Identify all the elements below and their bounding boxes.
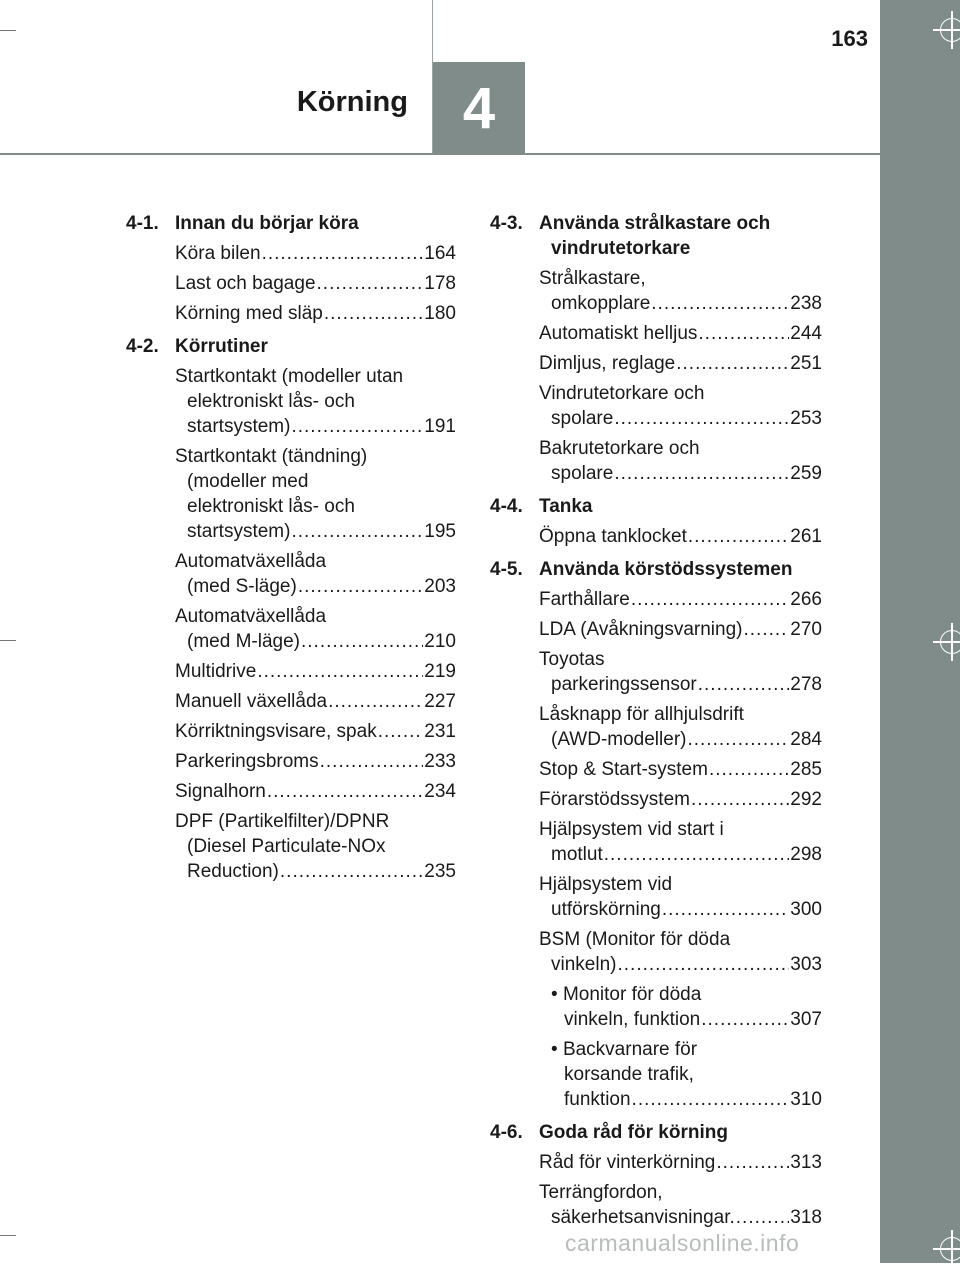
entry-text: motlut bbox=[551, 844, 603, 865]
dot-leader bbox=[632, 1087, 790, 1112]
entry-list bbox=[539, 266, 822, 486]
crop-mark bbox=[0, 640, 16, 641]
entry-text: vinkeln) bbox=[551, 954, 617, 975]
entry-page: 310 bbox=[790, 1089, 822, 1110]
entry-line bbox=[175, 241, 456, 266]
entry-page: 180 bbox=[424, 303, 456, 324]
dot-leader bbox=[701, 1007, 789, 1032]
section-title-line: Tanka bbox=[539, 496, 593, 517]
entry-line bbox=[551, 1037, 822, 1062]
toc-entry[interactable] bbox=[175, 809, 456, 884]
entry-line bbox=[539, 647, 822, 672]
bullet-icon: • bbox=[551, 984, 563, 1005]
entry-line bbox=[539, 1205, 822, 1230]
entry-text: Körriktningsvisare, spak bbox=[175, 721, 377, 742]
toc-section bbox=[490, 1120, 822, 1230]
section-heading bbox=[490, 557, 822, 582]
entry-line bbox=[175, 749, 456, 774]
entry-text: säkerhetsanvisningar. bbox=[551, 1207, 735, 1228]
toc-entry[interactable] bbox=[539, 817, 822, 867]
registration-mark-icon bbox=[940, 18, 960, 42]
entry-text: Köra bilen bbox=[175, 243, 261, 264]
entry-text: Automatiskt helljus bbox=[539, 323, 698, 344]
entry-text: Multidrive bbox=[175, 661, 257, 682]
section-title-line: Goda råd för körning bbox=[539, 1122, 728, 1143]
entry-text: spolare bbox=[551, 408, 614, 429]
entry-line bbox=[175, 549, 456, 574]
entry-line bbox=[539, 381, 822, 406]
entry-text: Vindrutetorkare och bbox=[539, 383, 705, 404]
entry-page: 285 bbox=[790, 759, 822, 780]
toc-entry[interactable] bbox=[539, 266, 822, 316]
toc-entry[interactable] bbox=[175, 689, 456, 714]
entry-line bbox=[539, 461, 822, 486]
section-title bbox=[539, 494, 822, 519]
dot-leader bbox=[687, 727, 789, 752]
entry-page: 234 bbox=[424, 781, 456, 802]
toc-entry[interactable] bbox=[539, 587, 822, 612]
dot-leader bbox=[662, 897, 789, 922]
entry-line bbox=[539, 897, 822, 922]
entry-line bbox=[175, 629, 456, 654]
entry-list bbox=[539, 1150, 822, 1230]
entry-line bbox=[175, 414, 456, 439]
dot-leader bbox=[614, 406, 789, 431]
dot-leader bbox=[280, 859, 423, 884]
dot-leader bbox=[378, 719, 424, 744]
entry-text: Signalhorn bbox=[175, 781, 266, 802]
entry-list bbox=[539, 587, 822, 1112]
toc-left-column bbox=[126, 211, 456, 892]
entry-page: 278 bbox=[790, 674, 822, 695]
entry-text: Parkeringsbroms bbox=[175, 751, 319, 772]
entry-text: Last och bagage bbox=[175, 273, 316, 294]
entry-text: Hjälpsystem vid bbox=[539, 874, 673, 895]
dot-leader bbox=[743, 617, 789, 642]
section-heading bbox=[490, 494, 822, 519]
entry-line bbox=[175, 659, 456, 684]
toc-entry[interactable] bbox=[539, 757, 822, 782]
entry-line bbox=[175, 834, 456, 859]
toc-entry[interactable] bbox=[175, 549, 456, 599]
entry-text: Monitor för döda bbox=[562, 984, 702, 1005]
section-title-line: Körrutiner bbox=[175, 336, 268, 357]
entry-text: Terrängfordon, bbox=[539, 1182, 663, 1203]
entry-text: Reduction) bbox=[187, 861, 279, 882]
entry-line bbox=[539, 952, 822, 977]
entry-text: (modeller med bbox=[187, 471, 309, 492]
toc-entry[interactable] bbox=[539, 381, 822, 431]
toc-right-column bbox=[490, 211, 822, 1238]
toc-section bbox=[490, 211, 822, 486]
entry-text: Hjälpsystem vid start i bbox=[539, 819, 724, 840]
dot-leader bbox=[320, 749, 424, 774]
entry-text: Startkontakt (modeller utan bbox=[175, 366, 404, 387]
entry-line bbox=[175, 719, 456, 744]
section-title-line: Innan du börjar köra bbox=[175, 213, 359, 234]
toc-entry[interactable] bbox=[175, 301, 456, 326]
entry-list bbox=[539, 524, 822, 549]
dot-leader bbox=[324, 301, 423, 326]
dot-leader bbox=[604, 842, 790, 867]
entry-page: 178 bbox=[424, 273, 456, 294]
dot-leader bbox=[267, 779, 423, 804]
entry-line bbox=[539, 787, 822, 812]
dot-leader bbox=[698, 672, 790, 697]
entry-page: 203 bbox=[424, 576, 456, 597]
entry-line bbox=[175, 859, 456, 884]
section-heading bbox=[490, 211, 822, 261]
entry-line bbox=[539, 1180, 822, 1205]
entry-page: 219 bbox=[424, 661, 456, 682]
entry-line bbox=[539, 817, 822, 842]
toc-entry[interactable] bbox=[175, 604, 456, 654]
entry-line bbox=[175, 689, 456, 714]
toc-entry[interactable] bbox=[539, 321, 822, 346]
entry-line bbox=[539, 927, 822, 952]
entry-line bbox=[539, 351, 822, 376]
entry-line bbox=[539, 702, 822, 727]
entry-line bbox=[175, 809, 456, 834]
entry-page: 251 bbox=[790, 353, 822, 374]
dot-leader bbox=[291, 519, 423, 544]
entry-text: omkopplare bbox=[551, 293, 651, 314]
section-title bbox=[539, 1120, 822, 1145]
section-title bbox=[175, 211, 456, 236]
entry-page: 261 bbox=[790, 526, 822, 547]
entry-line bbox=[175, 574, 456, 599]
toc-entry[interactable] bbox=[539, 927, 822, 977]
toc-entry[interactable] bbox=[539, 1180, 822, 1230]
toc-entry[interactable] bbox=[539, 702, 822, 752]
dot-leader bbox=[262, 241, 424, 266]
entry-text: elektroniskt lås- och bbox=[187, 496, 355, 517]
entry-text: Startkontakt (tändning) bbox=[175, 446, 368, 467]
entry-text: LDA (Avåkningsvarning) bbox=[539, 619, 743, 640]
entry-text: Strålkastare, bbox=[539, 268, 646, 289]
entry-line bbox=[175, 444, 456, 469]
watermark: carmanualsonline.info bbox=[565, 1230, 800, 1256]
entry-text: Bakrutetorkare och bbox=[539, 438, 700, 459]
entry-page: 284 bbox=[790, 729, 822, 750]
entry-page: 238 bbox=[790, 293, 822, 314]
dot-leader bbox=[688, 524, 789, 549]
entry-line bbox=[551, 1062, 822, 1087]
entry-text: spolare bbox=[551, 463, 614, 484]
entry-page: 307 bbox=[790, 1009, 822, 1030]
entry-line bbox=[539, 291, 822, 316]
entry-page: 164 bbox=[424, 243, 456, 264]
dot-leader bbox=[698, 321, 789, 346]
toc-section bbox=[490, 494, 822, 549]
entry-text: Manuell växellåda bbox=[175, 691, 328, 712]
chapter-number: 4 bbox=[462, 75, 496, 141]
entry-page: 191 bbox=[424, 416, 456, 437]
entry-page: 244 bbox=[790, 323, 822, 344]
section-heading bbox=[126, 211, 456, 236]
entry-text: Öppna tanklocket bbox=[539, 526, 687, 547]
dot-leader bbox=[631, 587, 789, 612]
entry-page: 235 bbox=[424, 861, 456, 882]
toc-entry[interactable] bbox=[175, 271, 456, 296]
entry-text: Automatväxellåda bbox=[175, 606, 327, 627]
toc-entry[interactable] bbox=[175, 659, 456, 684]
section-title-line: Använda körstödssystemen bbox=[539, 559, 793, 580]
section-title-line: vindrutetorkare bbox=[551, 238, 691, 259]
section-number: 4-4. bbox=[490, 496, 523, 517]
section-number: 4-1. bbox=[126, 213, 159, 234]
entry-line bbox=[539, 266, 822, 291]
toc-entry[interactable] bbox=[175, 444, 456, 544]
entry-text: startsystem) bbox=[187, 521, 291, 542]
entry-page: 195 bbox=[424, 521, 456, 542]
entry-line bbox=[175, 364, 456, 389]
dot-leader bbox=[617, 952, 789, 977]
entry-line bbox=[539, 672, 822, 697]
entry-page: 253 bbox=[790, 408, 822, 429]
entry-text: Förarstödssystem bbox=[539, 789, 690, 810]
dot-leader bbox=[614, 461, 789, 486]
toc-entry[interactable] bbox=[539, 351, 822, 376]
toc-section bbox=[126, 211, 456, 326]
section-title bbox=[175, 334, 456, 359]
toc-entry[interactable] bbox=[175, 241, 456, 266]
chapter-title: Körning bbox=[296, 86, 408, 118]
entry-page: 292 bbox=[790, 789, 822, 810]
entry-page: 259 bbox=[790, 463, 822, 484]
entry-line bbox=[539, 1150, 822, 1175]
entry-page: 266 bbox=[790, 589, 822, 610]
entry-page: 227 bbox=[424, 691, 456, 712]
entry-line bbox=[551, 1007, 822, 1032]
entry-text: utförskörning bbox=[551, 899, 661, 920]
section-number: 4-2. bbox=[126, 336, 159, 357]
chapter-number-box bbox=[433, 62, 525, 154]
dot-leader bbox=[709, 757, 789, 782]
entry-text: Råd för vinterkörning bbox=[539, 1152, 716, 1173]
toc-entry[interactable] bbox=[539, 647, 822, 697]
entry-text: (Diesel Particulate-NOx bbox=[187, 836, 386, 857]
entry-text: (med S-läge) bbox=[187, 576, 297, 597]
entry-text: (med M-läge) bbox=[187, 631, 300, 652]
toc-section bbox=[490, 557, 822, 1112]
entry-page: 313 bbox=[790, 1152, 822, 1173]
entry-page: 270 bbox=[790, 619, 822, 640]
entry-page: 300 bbox=[790, 899, 822, 920]
toc-entry[interactable] bbox=[175, 779, 456, 804]
entry-line bbox=[539, 617, 822, 642]
section-heading bbox=[490, 1120, 822, 1145]
dot-leader bbox=[298, 574, 423, 599]
section-title bbox=[539, 557, 822, 582]
entry-line bbox=[539, 524, 822, 549]
dot-leader bbox=[317, 271, 424, 296]
entry-text: elektroniskt lås- och bbox=[187, 391, 355, 412]
entry-list bbox=[175, 241, 456, 326]
entry-text: startsystem) bbox=[187, 416, 291, 437]
entry-text: Stop & Start-system bbox=[539, 759, 708, 780]
toc-entry[interactable] bbox=[539, 787, 822, 812]
entry-page: 233 bbox=[424, 751, 456, 772]
entry-text: funktion bbox=[564, 1089, 631, 1110]
dot-leader bbox=[257, 659, 423, 684]
entry-line bbox=[539, 321, 822, 346]
entry-text: BSM (Monitor för döda bbox=[539, 929, 731, 950]
toc-entry[interactable] bbox=[539, 1037, 822, 1112]
entry-line bbox=[175, 389, 456, 414]
entry-line bbox=[175, 469, 456, 494]
entry-line bbox=[539, 757, 822, 782]
entry-line bbox=[539, 727, 822, 752]
entry-text: vinkeln, funktion bbox=[564, 1009, 701, 1030]
dot-leader bbox=[691, 787, 789, 812]
section-number: 4-6. bbox=[490, 1122, 523, 1143]
entry-line bbox=[175, 494, 456, 519]
entry-page: 303 bbox=[790, 954, 822, 975]
entry-text: parkeringssensor bbox=[551, 674, 697, 695]
dot-leader bbox=[736, 1205, 790, 1230]
entry-text: Körning med släp bbox=[175, 303, 323, 324]
entry-page: 210 bbox=[424, 631, 456, 652]
toc-entry[interactable] bbox=[539, 982, 822, 1032]
entry-line bbox=[539, 436, 822, 461]
entry-list bbox=[175, 364, 456, 884]
toc-entry[interactable] bbox=[539, 872, 822, 922]
toc-entry[interactable] bbox=[539, 1150, 822, 1175]
dot-leader bbox=[301, 629, 423, 654]
toc-entry[interactable] bbox=[175, 364, 456, 439]
dot-leader bbox=[328, 689, 423, 714]
registration-mark-icon bbox=[940, 630, 960, 654]
entry-line bbox=[175, 271, 456, 296]
entry-line bbox=[539, 587, 822, 612]
entry-line bbox=[175, 604, 456, 629]
entry-text: Dimljus, reglage bbox=[539, 353, 676, 374]
dot-leader bbox=[716, 1150, 789, 1175]
entry-text: korsande trafik, bbox=[564, 1064, 694, 1085]
crop-mark bbox=[0, 1235, 16, 1236]
entry-line bbox=[551, 1087, 822, 1112]
toc-entry[interactable] bbox=[539, 436, 822, 486]
entry-page: 318 bbox=[790, 1207, 822, 1228]
section-title-line: Använda strålkastare och bbox=[539, 213, 771, 234]
entry-page: 298 bbox=[790, 844, 822, 865]
entry-text: Låsknapp för allhjulsdrift bbox=[539, 704, 744, 725]
entry-text: Automatväxellåda bbox=[175, 551, 327, 572]
bullet-icon: • bbox=[551, 1039, 563, 1060]
toc-entry[interactable] bbox=[539, 617, 822, 642]
entry-text: Toyotas bbox=[539, 649, 605, 670]
toc-section bbox=[126, 334, 456, 884]
entry-page: 231 bbox=[424, 721, 456, 742]
page-number: 163 bbox=[831, 26, 868, 51]
section-title bbox=[539, 211, 822, 261]
toc-entry[interactable] bbox=[175, 719, 456, 744]
entry-line bbox=[539, 842, 822, 867]
entry-text: (AWD-modeller) bbox=[551, 729, 687, 750]
entry-line bbox=[539, 872, 822, 897]
toc-entry[interactable] bbox=[175, 749, 456, 774]
entry-text: DPF (Partikelfilter)/DPNR bbox=[175, 811, 390, 832]
entry-line bbox=[539, 406, 822, 431]
dot-leader bbox=[676, 351, 789, 376]
dot-leader bbox=[291, 414, 423, 439]
section-number: 4-3. bbox=[490, 213, 523, 234]
entry-line bbox=[551, 982, 822, 1007]
entry-text: Farthållare bbox=[539, 589, 630, 610]
toc-entry[interactable] bbox=[539, 524, 822, 549]
section-heading bbox=[126, 334, 456, 359]
dot-leader bbox=[651, 291, 789, 316]
section-number: 4-5. bbox=[490, 559, 523, 580]
entry-line bbox=[175, 519, 456, 544]
entry-line bbox=[175, 779, 456, 804]
entry-text: Backvarnare för bbox=[562, 1039, 698, 1060]
entry-line bbox=[175, 301, 456, 326]
registration-mark-icon bbox=[940, 1237, 960, 1261]
crop-mark bbox=[0, 30, 16, 31]
